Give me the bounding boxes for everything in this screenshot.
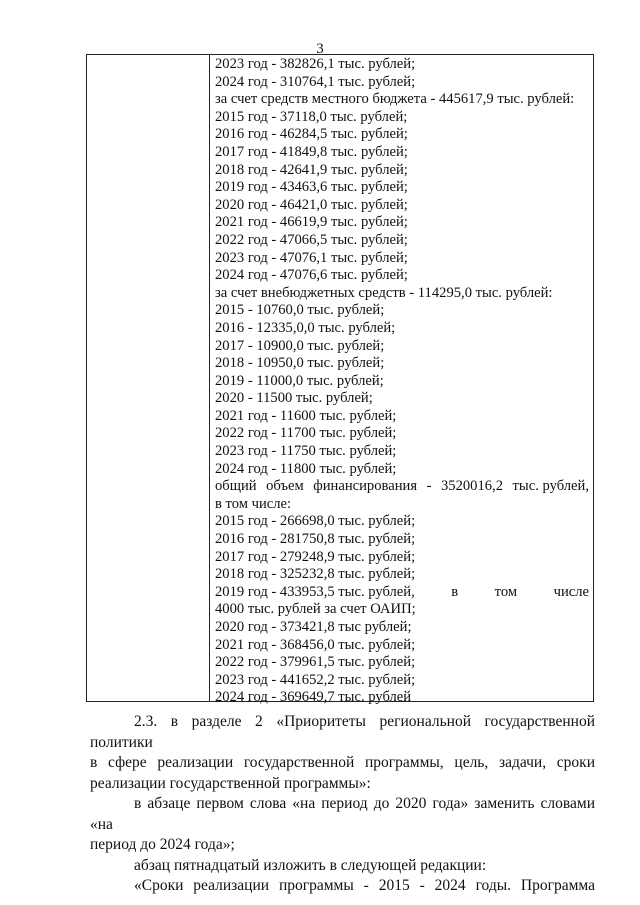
total-financing-line-2: в том числе: bbox=[215, 495, 292, 512]
line-2019-part-4: числе bbox=[553, 583, 589, 600]
line-2019-part-2: в bbox=[451, 583, 459, 600]
line-2019-part-3: том bbox=[494, 583, 518, 600]
funding-lines bbox=[215, 56, 589, 478]
total-word-5: 3520016,2 bbox=[440, 478, 504, 495]
funding-line: 2024 год - 310764,1 тыс. рублей; bbox=[215, 73, 416, 90]
paragraph-3: абзац пятнадцатый изложить в следующей редакции: bbox=[134, 856, 487, 874]
funding-line: 2020 - 11500 тыс. рублей; bbox=[215, 390, 373, 407]
line-2019-continuation: 4000 тыс. рублей за счет ОАИП; bbox=[215, 601, 416, 618]
total-word-3: финансирования bbox=[313, 478, 418, 495]
funding-line: за счет средств местного бюджета - 445617,9 тыс. рублей: bbox=[215, 91, 575, 108]
total-year-line: 2015 год - 266698,0 тыс. рублей; bbox=[215, 513, 416, 530]
financing-table bbox=[86, 54, 594, 706]
funding-line: 2023 год - 47076,1 тыс. рублей; bbox=[215, 249, 408, 266]
funding-line: 2019 год - 43463,6 тыс. рублей; bbox=[215, 179, 408, 196]
funding-line: 2017 год - 41849,8 тыс. рублей; bbox=[215, 143, 408, 160]
funding-line: 2015 год - 37118,0 тыс. рублей; bbox=[215, 108, 408, 125]
total-word-1: общий bbox=[215, 478, 257, 495]
funding-line: 2022 год - 11700 тыс. рублей; bbox=[215, 425, 397, 442]
table-right-cell bbox=[215, 56, 589, 707]
body-text bbox=[90, 712, 595, 897]
funding-line: 2023 год - 382826,1 тыс. рублей; bbox=[215, 56, 416, 72]
funding-line: 2016 - 12335,0,0 тыс. рублей; bbox=[215, 319, 396, 336]
total-word-6: тыс. рублей, bbox=[512, 478, 589, 495]
funding-line: 2024 год - 47076,6 тыс. рублей; bbox=[215, 267, 408, 284]
table-left-cell bbox=[87, 55, 209, 701]
funding-line: 2020 год - 46421,0 тыс. рублей; bbox=[215, 196, 408, 213]
total-year-line: 2024 год - 369649,7 тыс. рублей bbox=[215, 689, 412, 706]
funding-line: 2024 год - 11800 тыс. рублей; bbox=[215, 460, 397, 477]
total-year-line: 2023 год - 441652,2 тыс. рублей; bbox=[215, 671, 416, 688]
paragraph-2-line-1: в абзаце первом слова «на период до 2020 года» заменить словами «на bbox=[90, 795, 595, 833]
total-year-line: 2016 год - 281750,8 тыс. рублей; bbox=[215, 531, 416, 548]
table-column-divider bbox=[209, 55, 210, 701]
funding-line: 2021 год - 11600 тыс. рублей; bbox=[215, 407, 397, 424]
funding-line: 2017 - 10900,0 тыс. рублей; bbox=[215, 337, 385, 354]
total-year-line: 2017 год - 279248,9 тыс. рублей; bbox=[215, 548, 416, 565]
total-word-4: - bbox=[426, 478, 432, 495]
funding-line: 2018 год - 42641,9 тыс. рублей; bbox=[215, 161, 408, 178]
total-year-line: 2022 год - 379961,5 тыс. рублей; bbox=[215, 654, 416, 671]
total-year-line: 2020 год - 373421,8 тыс рублей; bbox=[215, 619, 412, 635]
line-2019-part-1: 2019 год - 433953,5 тыс. рублей, bbox=[215, 583, 415, 600]
total-year-line: 2021 год - 368456,0 тыс. рублей; bbox=[215, 636, 416, 653]
funding-line: 2022 год - 47066,5 тыс. рублей; bbox=[215, 231, 408, 248]
funding-line: 2019 - 11000,0 тыс. рублей; bbox=[215, 372, 384, 389]
line-2019 bbox=[215, 584, 589, 602]
total-lines-a bbox=[215, 513, 589, 583]
paragraph-1-line-1: 2.3. в разделе 2 «Приоритеты региональной государственной политики bbox=[90, 713, 595, 751]
total-lines-b bbox=[215, 619, 589, 707]
funding-line: за счет внебюджетных средств - 114295,0 тыс. рублей: bbox=[215, 284, 553, 301]
funding-line: 2018 - 10950,0 тыс. рублей; bbox=[215, 355, 385, 372]
funding-line: 2023 год - 11750 тыс. рублей; bbox=[215, 443, 397, 460]
total-word-2: объем bbox=[266, 478, 304, 495]
total-year-line: 2018 год - 325232,8 тыс. рублей; bbox=[215, 566, 416, 583]
paragraph-2-line-2: период до 2024 года»; bbox=[90, 836, 235, 853]
page-number: 3 bbox=[316, 41, 324, 57]
paragraph-1-line-3: реализации государственной программы»: bbox=[90, 774, 371, 792]
paragraph-1-line-2: в сфере реализации государственной программы, цель, задачи, сроки bbox=[90, 754, 595, 771]
paragraph-4: «Сроки реализации программы - 2015 - 2024 годы. Программа bbox=[134, 877, 595, 894]
funding-line: 2015 - 10760,0 тыс. рублей; bbox=[215, 302, 385, 319]
total-financing-line bbox=[215, 478, 589, 496]
funding-line: 2016 год - 46284,5 тыс. рублей; bbox=[215, 126, 408, 143]
funding-line: 2021 год - 46619,9 тыс. рублей; bbox=[215, 214, 408, 231]
